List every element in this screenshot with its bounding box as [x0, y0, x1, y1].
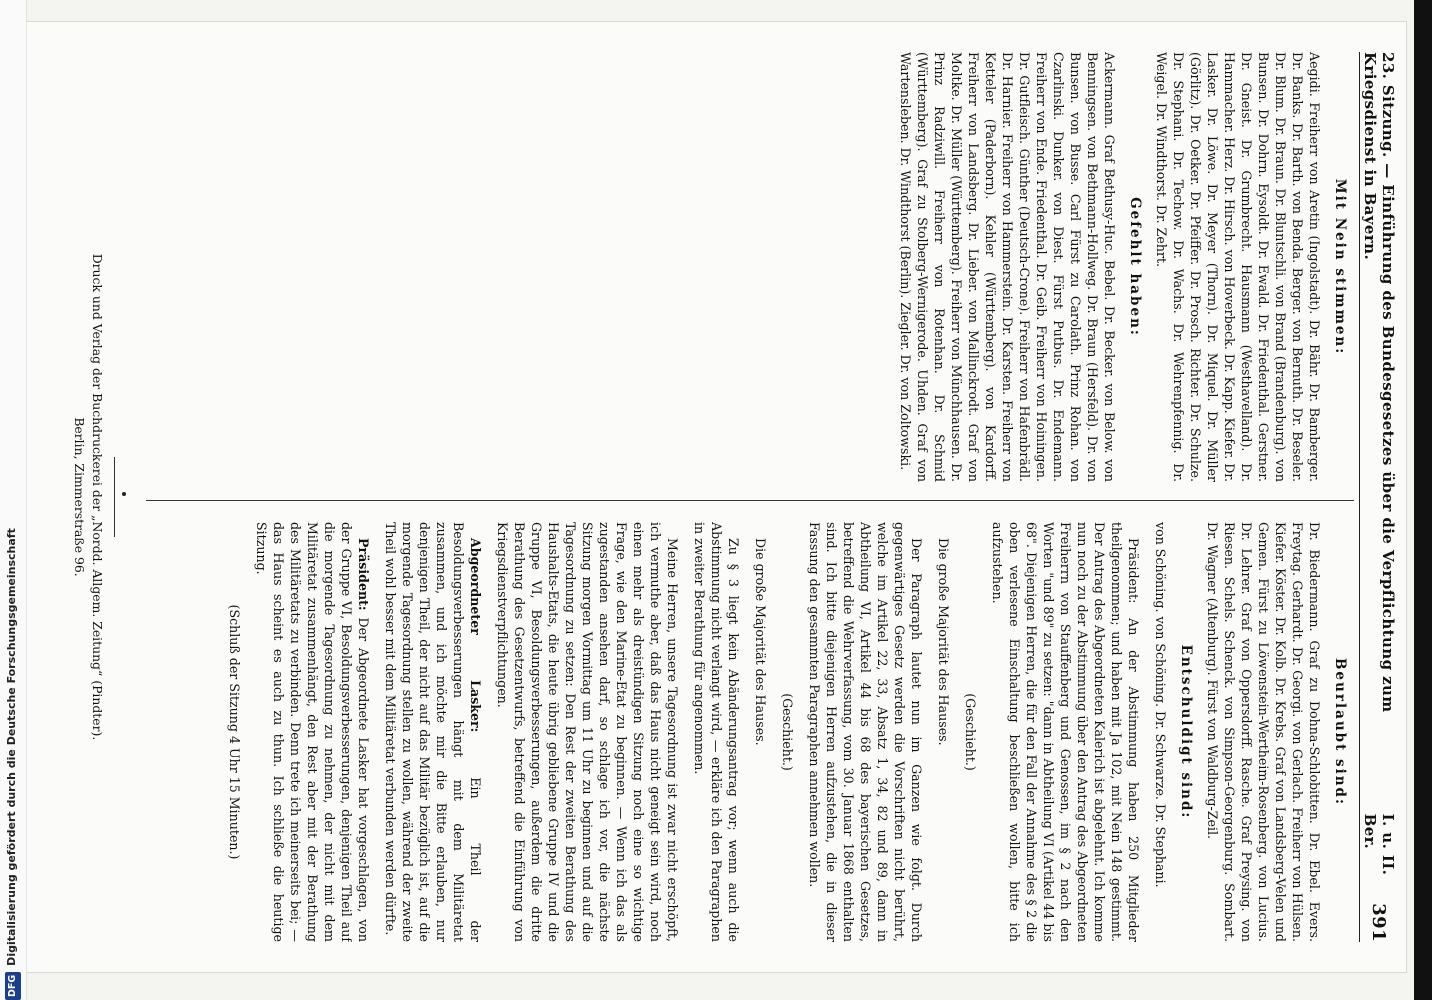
session-closing: (Schluß der Sitzung 4 Uhr 15 Minuten.) [227, 604, 242, 860]
note-geschieht: (Geschieht.) [963, 693, 978, 771]
left-column [146, 52, 1354, 482]
heading-beurlaubt: Beurlaubt sind: [1332, 658, 1348, 806]
excused-list: von Schöning. von Schöning. Dr. Schwarze. Dr. Stephani. [1153, 522, 1168, 888]
president-statement-2: Der Paragraph lautet nun im Ganzen wie folgt. Durch gegenwärtiges Gesetz werden die Vorschriften nicht berührt, welche im Artikel 22, 33, Absatz 1, 34, 82 und 89, dann in Abtheilung VI, Artikel 44 bis 68 des bayerischen Gesetzes, betreffend die Wehrverfassung, vom 30. Januar 1868 enthalten sind. Ich bitte diejenigen Herren aufzustehen, die in dieser Fassung den gesammten Paragraphen annehmen wollen. [807, 522, 924, 942]
imprint-rule [114, 457, 115, 537]
president-statement-3 [253, 522, 372, 942]
column-divider [146, 500, 1354, 501]
lasker-statement [382, 522, 484, 942]
session-paragraph-2: Meine Herren, unsere Tagesordnung ist zwar nicht erschöpft, ich vermuthe aber, daß das Haus nicht geneigt sein wird, noch einen mehr als dreistündigen Sitzung noch eine so wichtige Frage, wie den Marine-Etat zu beginnen. — Wenn ich das als zugestanden ansehen darf, so schlage ich vor, die nächste Sitzung morgen Vormittag um 11 Uhr zu beginnen und auf die Tagesordnung zu setzen: Den Rest der zweiten Berathung des Haushalts-Etats, die heute übrig gebliebene Gruppe IV und die Gruppe VI, Besoldungsverbesserungen, außerdem die dritte Berathung des Gesetzentwurfs, betreffend die Einführung von Kriegsdienstverpflichtungen. [495, 522, 680, 942]
dfg-logo: DFG [5, 972, 21, 1000]
digitization-credit [0, 0, 27, 1000]
note-geschieht-2: (Geschieht.) [780, 693, 795, 771]
page-number: 391 [1368, 903, 1390, 942]
right-column [146, 522, 1354, 942]
vote-list-nein: Aegidi. Freiherr von Aretin (Ingolstadt). Dr. Bähr. Dr. Bamberger. Dr. Banks. Dr. Barth. von Benda. Berger. von Bernuth. Dr. Beseler. Dr. Blum. Dr. Braun. Dr. Bluntschli. von Brand (Brandenburg). von Bunsen. Dr. Dohrn. Eysoldt. Dr. Ewald. Dr. Friedenthal. Gerstner. Dr. Gneist. Dr. Grumbrecht. Hausmann (Westhavelland). Dr. Hammacher. Herz. Dr. Hirsch. von Hoverbeck. Dr. Kapp. Kiefer. Dr. Lasker. Dr. Löwe. Dr. Meyer (Thorn). Dr. Miquel. Dr. Müller (Görlitz). Dr. Oetker. Dr. Pfeiffer. Dr. Prosch. Richter. Dr. Schulze. Dr. Stephani. Dr. Techow. Dr. Wachs. Dr. Wehrenpfennig. Dr. Weigel. Dr. Windthorst. Dr. Zehrt. [1154, 52, 1322, 482]
credit-text-wrapper [4, 20, 21, 1000]
on-leave-list: Dr. Biedermann. Graf zu Dohna-Schlobitten. Dr. Ebel. Evers. Freytag. Gerhardt. Dr. Georgi. von Gerlach. Freiherr von Hülsen. Kiefer. Köster. Dr. Kolb. Dr. Krebs. Graf von Landsberg-Velen und Gemen. Fürst zu Löwenstein-Wertheim-Rosenberg. von Lucius. Dr. Lehrer. Graf von Oppersdorff. Rasche. Graf Preysing. von Riesen. Schels. Schenck. von Simpson-Georgenburg. Sombart. Dr. Wagner (Altenburg). Fürst von Waldburg-Zeil. [1205, 522, 1322, 942]
heading-entschuldigt: Entschuldigt sind: [1178, 644, 1194, 820]
running-head [1359, 52, 1398, 942]
absent-list: Ackermann. Graf Bethusy-Huc. Bebel. Dr. Becker. von Below. von Benningsen. von Bethmann-Hollweg. Dr. Braun (Hersfeld). Dr. von Bunsen. von Busse. Carl Fürst zu Carolath. Prinz Rohan. von Czarlinski. Dunker. von Diest. Fürst Putbus. Dr. Endemann. Freiherr von Ende. Friedenthal. Dr. Geib. Freiherr von Hoiningen. Dr. Gutfleisch. Günther (Deutsch-Crone). Freiherr von Hafenbrädl. Dr. Harnier. Freiherr von Hammerstein. Dr. Karsten. Freiherr von Ketteler (Paderborn). Kehler (Württemberg). von Kardorff. Freiherr von Landsberg. Dr. Lieber. von Mallinckrodt. Graf von Moltke. Dr. Müller (Württemberg). Freiherr von Münchhausen. Dr. Prinz Radziwill. Freiherr von Rotenhan. Dr. Schmid (Württemberg). Graf zu Stolberg-Wernigerode. Uhden. Graf von Wartensleben. Dr. Windthorst (Berlin). Ziegler. Dr. von Zoltowski. [898, 52, 1117, 482]
scanner-edge [1414, 0, 1432, 1000]
imprint-line-2: Berlin, Zimmerstraße 96. [72, 417, 87, 577]
running-head-volume: I. u. II. Ber. [1361, 813, 1397, 876]
document-sheet [26, 22, 1406, 972]
imprint-line-1: Druck und Verlag der Buchdruckerei der „Nordd. Allgem. Zeitung“ (Pindter). [90, 253, 105, 741]
imprint [70, 162, 115, 832]
president-text-3: Der Abgeordnete Lasker hat vorgeschlagen, von der Gruppe VI, Besoldungsverbesserungen, denjenigen Theil auf die morgende Tagesordnung zu nehmen, der nicht mit dem Militäretat zusammenhängt, den Rest aber mit der Berathung des Militäretats zu verbinden. Denn trete ich meinerseits bei; — das Haus scheint es auch zu thun. Ich schließe die heutige Sitzung. [254, 522, 371, 942]
majority-note-2: Die große Majorität des Hauses. [753, 538, 768, 746]
heading-nein: Mit Nein stimmen: [1332, 178, 1348, 356]
running-head-title: 23. Sitzung. — Einführung des Bundesgesetzes über die Verpflichtung zum Kriegsdienst in Bayern. [1361, 52, 1397, 713]
two-column-body [146, 52, 1354, 942]
lasker-speaker: Abgeordneter Lasker: [468, 538, 483, 733]
heading-gefehlt: Gefehlt haben: [1127, 197, 1143, 337]
majority-note: Die große Majorität des Hauses. [936, 538, 951, 746]
printer-dot [122, 492, 126, 496]
session-paragraph-1: Zu § 3 liegt kein Abänderungsantrag vor; wenn auch die Abstimmung nicht verlangt wird, — erkläre ich den Paragraphen in zweiter Berathung für angenommen. [692, 522, 741, 942]
president-speaker: Präsident: [356, 538, 371, 611]
lasker-text: Ein Theil der Besoldungsverbesserungen hängt mit dem Militäretat zusammen, und ich möchte mir die Bitte erlauben, nur denjenigen Theil, der nicht auf das Militär bezüglich ist, auf die morgende Tagesordnung stellen zu wollen, während der zweite Theil wohl besser mit dem Militäretat verbunden werden dürfte. [383, 522, 483, 942]
president-statement-1: Präsident: An der Abstimmung haben 250 Mitglieder theilgenommen; und haben mit Ja 102, mit Nein 148 gestimmt. Der Antrag des Abgeordneten Kalerich ist abgelehnt. Ich komme nun noch zu der Abstimmung über den Antrag des Abgeordneten Freiherrn von Stauffenberg und Genossen, im § 2 nach den Worten "und 89" zu setzen: "dann in Abtheilung VI (Artikel 44 bis 68". Diejenigen Herren, die für den Fall der Annahme des § 2 die oben verlesene Einschaltung beschließen wollen, bitte ich aufzustehen. [990, 522, 1141, 942]
credit-text: Digitalisierung gefördert durch die Deutsche Forschungsgemeinschaft [5, 528, 18, 966]
